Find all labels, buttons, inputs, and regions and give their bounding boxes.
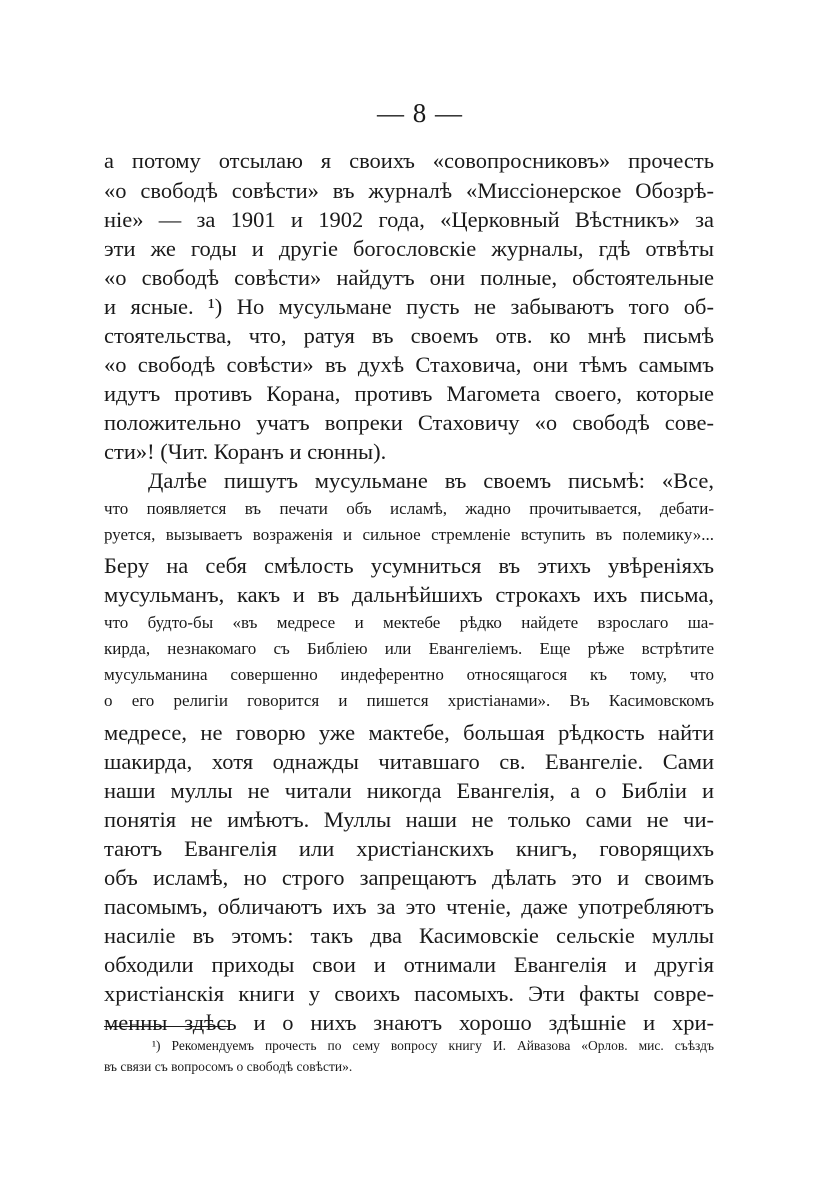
- footnote-line: ¹) Рекомендуемъ прочесть по сему вопросу книгу И. Айвазова «Орлов. мис. съѣздъ: [152, 1038, 714, 1053]
- footnote-divider: [104, 1026, 228, 1027]
- text-line: стоятельства, что, ратуя въ своемъ отв. ко мнѣ письмѣ: [104, 323, 714, 348]
- quote-line: кирда, незнакомаго съ Библiею или Евангелiемъ. Еще рѣже встрѣтите: [104, 639, 714, 658]
- text-line: нiе» — за 1901 и 1902 года, «Церковный Вѣстникъ» за: [104, 207, 714, 232]
- text-line: шакирда, хотя однажды читавшаго св. Евангелiе. Сами: [104, 749, 714, 774]
- text-line: христiанскiя книги у своихъ пасомыхъ. Эти факты совре-: [104, 981, 714, 1006]
- text-line: «о свободѣ совѣсти» въ духѣ Стаховича, они тѣмъ самымъ: [104, 352, 714, 377]
- quote-line: что будто-бы «въ медресе и мектебе рѣдко найдете взрослаго ша-: [104, 613, 714, 632]
- text-line: идутъ противъ Корана, противъ Магомета своего, которые: [104, 381, 714, 406]
- quote-line: мусульманина совершенно индеферентно относящагося къ тому, что: [104, 665, 714, 684]
- text-line: объ исламѣ, но строго запрещаютъ дѣлать это и своимъ: [104, 865, 714, 890]
- text-line: «о свободѣ совѣсти» найдутъ они полные, обстоятельные: [104, 265, 714, 290]
- text-line: мусульманъ, какъ и въ дальнѣйшихъ строкахъ ихъ письма,: [104, 582, 714, 607]
- text-line: насилiе въ этомъ: такъ два Касимовскiе сельскiе муллы: [104, 923, 714, 948]
- quote-line: что появляется въ печати объ исламѣ, жадно прочитывается, дебати-: [104, 499, 714, 518]
- text-line: Беру на себя смѣлость усумниться въ этихъ увѣренiяхъ: [104, 553, 714, 578]
- text-line: таютъ Евангелiя или христiанскихъ книгъ, говорящихъ: [104, 836, 714, 861]
- text-line: и ясные. ¹) Но мусульмане пусть не забываютъ того об-: [104, 294, 714, 319]
- quote-line: руется, вызываетъ возраженiя и сильное стремленiе вступить въ полемику»...: [104, 525, 714, 544]
- text-line: а потому отсылаю я своихъ «совопросниковъ» прочесть: [104, 148, 714, 173]
- text-line: обходили приходы свои и отнимали Евангелiя и другiя: [104, 952, 714, 977]
- text-line: понятiя не имѣютъ. Муллы наши не только сами не чи-: [104, 807, 714, 832]
- text-line: сти»! (Чит. Коранъ и сюнны).: [104, 439, 387, 464]
- quote-line: о его религiи говорится и пишется христiанами». Въ Касимовскомъ: [104, 691, 714, 710]
- text-line: эти же годы и другiе богословскiе журналы, гдѣ отвѣты: [104, 236, 714, 261]
- text-line: менны здѣсь и о нихъ знаютъ хорошо здѣшнiе и хри-: [104, 1010, 714, 1035]
- text-line: медресе, не говорю уже мактебе, большая рѣдкость найти: [104, 720, 714, 745]
- paragraph-start-line: Далѣе пишутъ мусульмане въ своемъ письмѣ: «Все,: [148, 468, 714, 493]
- text-line: наши муллы не читали никогда Евангелiя, а о Библiи и: [104, 778, 714, 803]
- text-line: пасомымъ, обличаютъ ихъ за это чтенiе, даже употребляютъ: [104, 894, 714, 919]
- text-line: положительно учатъ вопреки Стаховичу «о свободѣ сове-: [104, 410, 714, 435]
- text-line: «о свободѣ совѣсти» въ журналѣ «Миссiонерское Обозрѣ-: [104, 178, 714, 203]
- page-number: — 8 —: [377, 98, 463, 128]
- footnote-line: въ связи съ вопросомъ о свободѣ совѣсти».: [104, 1059, 353, 1074]
